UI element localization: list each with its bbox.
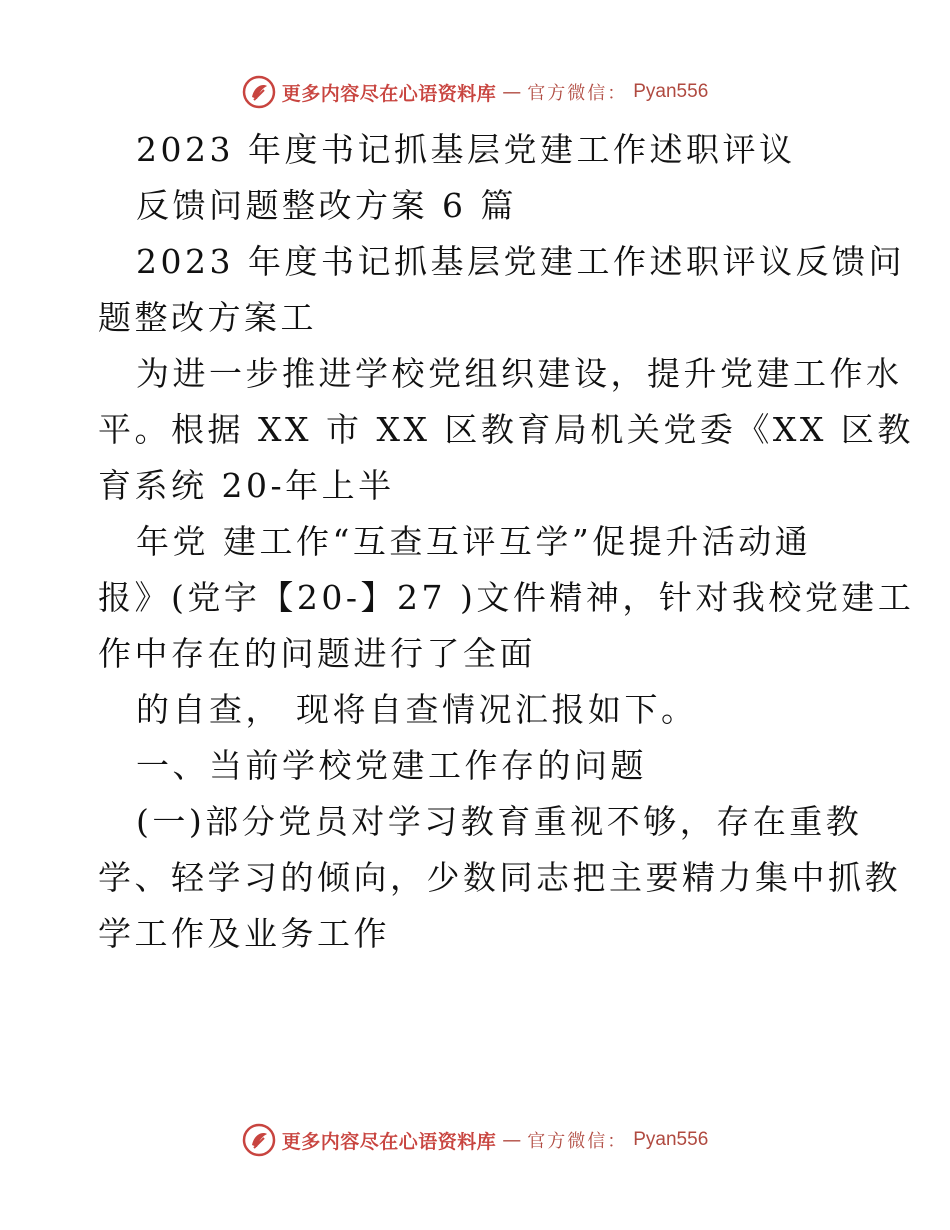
paragraph-line: 年党 建工作“互查互评互学”促提升活动通 xyxy=(136,522,812,561)
footer-banner xyxy=(0,1120,950,1160)
wechat-label: 官方微信： xyxy=(527,83,628,104)
wechat-label: 官方微信： xyxy=(527,1131,628,1152)
doc-subtitle-line-1: 2023 年度书记抓基层党建工作述职评议反馈问 xyxy=(136,242,905,281)
section-heading: 一、当前学校党建工作存的问题 xyxy=(136,746,647,785)
header-banner xyxy=(0,72,950,112)
doc-title-line-1: 2023 年度书记抓基层党建工作述职评议 xyxy=(136,130,796,169)
paragraph-line: 作中存在的问题进行了全面 xyxy=(98,634,536,673)
banner-separator: — xyxy=(502,1129,522,1151)
rose-logo-icon xyxy=(242,1123,276,1157)
paragraph-line: 为进一步推进学校党组织建设，提升党建工作水 xyxy=(136,354,903,393)
doc-title-line-2: 反馈问题整改方案 6 篇 xyxy=(136,186,517,225)
paragraph-line: 平。根据 XX 市 XX 区教育局机关党委《XX 区教 xyxy=(98,410,914,449)
rose-logo-icon xyxy=(242,75,276,109)
document-body xyxy=(98,122,915,962)
paragraph-line: 学工作及业务工作 xyxy=(98,914,390,953)
paragraph-line: 学、轻学习的倾向，少数同志把主要精力集中抓教 xyxy=(98,858,901,897)
brand-text: 更多内容尽在心语资料库 xyxy=(281,1130,497,1153)
banner-separator: — xyxy=(502,81,522,103)
wechat-id: Pyan556 xyxy=(633,81,709,102)
paragraph-line: 育系统 20-年上半 xyxy=(98,466,395,505)
paragraph-line: 的自查， 现将自查情况汇报如下。 xyxy=(136,690,698,729)
paragraph-line: 报》(党字【20-】27 )文件精神，针对我校党建工 xyxy=(98,578,915,617)
brand-text: 更多内容尽在心语资料库 xyxy=(281,82,497,105)
doc-subtitle-line-2: 题整改方案工 xyxy=(98,298,317,337)
wechat-id: Pyan556 xyxy=(633,1129,709,1150)
paragraph-line: (一)部分党员对学习教育重视不够，存在重教 xyxy=(136,802,863,841)
